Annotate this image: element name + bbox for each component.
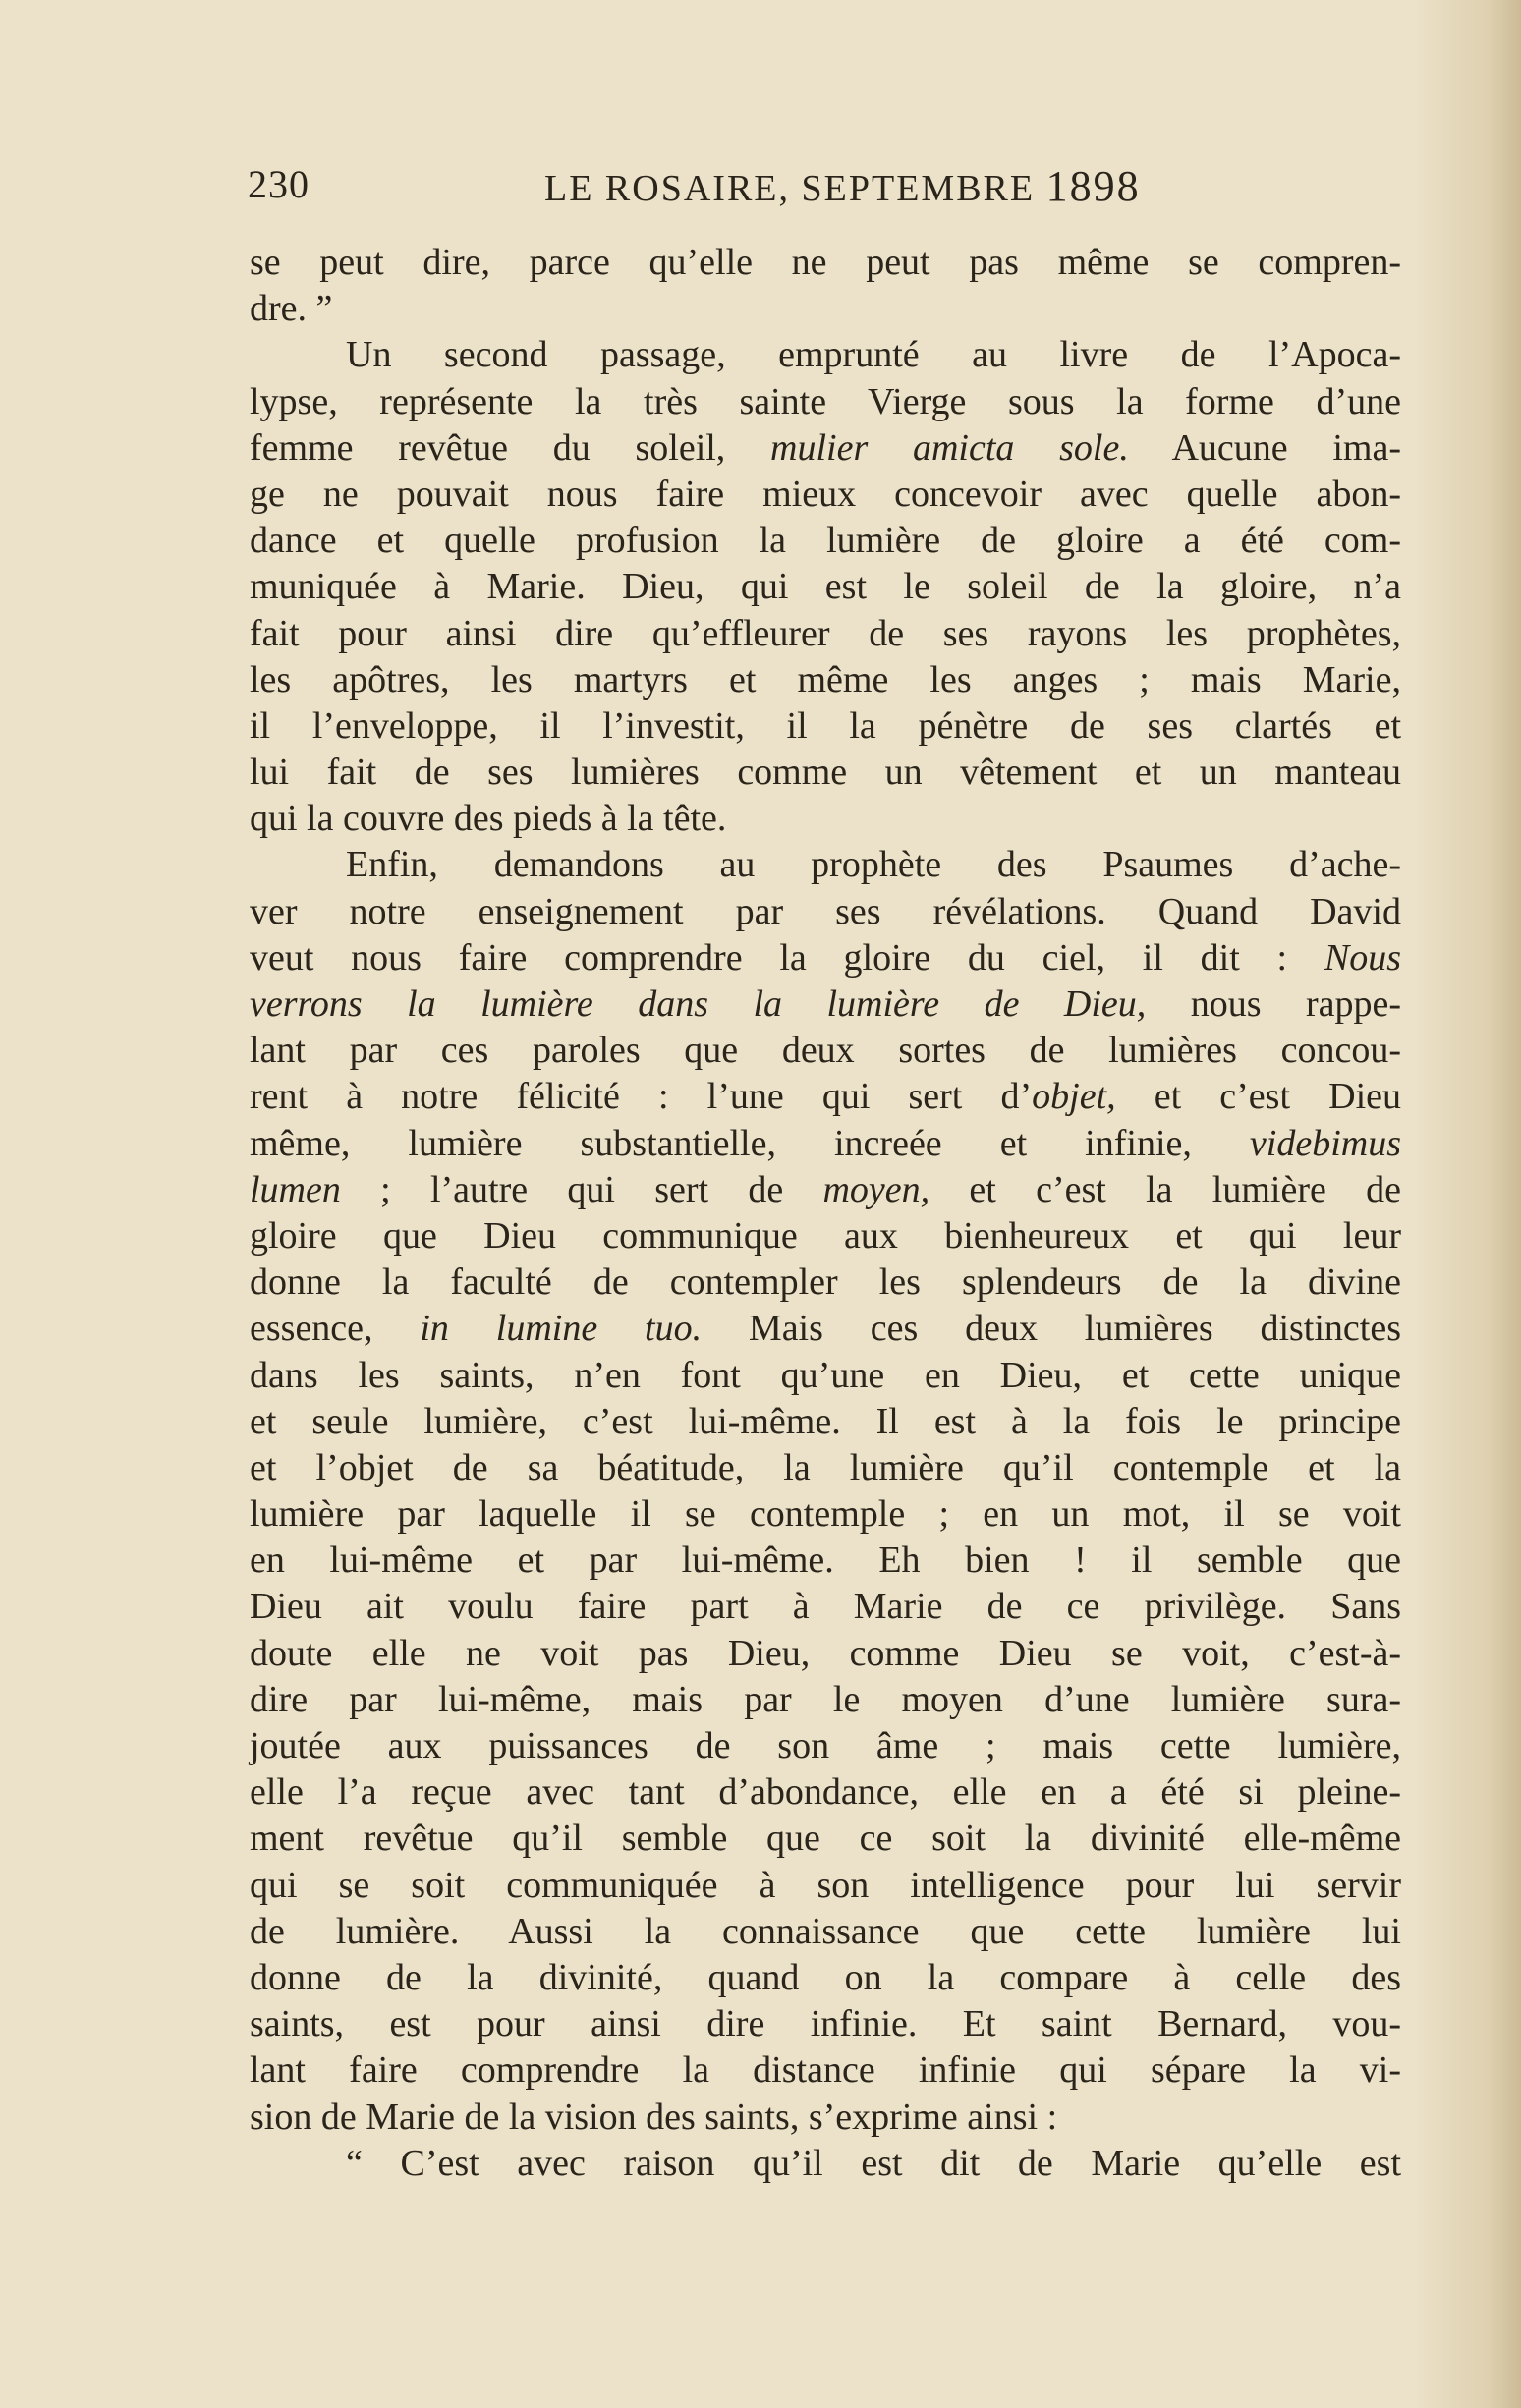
text-line: lumière par laquelle il se contemple ; en un mot, il se voit [250, 1493, 1401, 1536]
text-line [250, 425, 1401, 472]
page-number: 230 [248, 162, 310, 206]
text-line: en lui-même et par lui-même. Eh bien ! il semble que [250, 1540, 1401, 1582]
text-line: donne de la divinité, quand on la compare à celle des [250, 1956, 1401, 1998]
text-line: lypse, représente la très sainte Vierge sous la forme d’une [250, 380, 1401, 422]
paragraph-start-line: Un second passage, emprunté au livre de l’Apoca- [346, 334, 1401, 376]
text-line: muniquée à Marie. Dieu, qui est le soleil de la gloire, n’a [250, 566, 1401, 608]
text-line: saints, est pour ainsi dire infinie. Et saint Bernard, vou- [250, 2003, 1401, 2045]
text-line: ment revêtue qu’il semble que ce soit la divinité elle-même [250, 1818, 1401, 1860]
line-segment: Mais ces deux lumières distinctes [702, 1308, 1401, 1350]
latin-quote: Nous [1324, 936, 1401, 979]
text-line: qui la couvre des pieds à la tête. [250, 798, 727, 840]
line-segment: rent à notre félicité : l’une qui sert d’ [250, 1076, 1033, 1118]
paragraph-start-line: “ C’est avec raison qu’il est dit de Marie qu’elle est [346, 2142, 1401, 2184]
line-segment: essence, [250, 1308, 421, 1350]
body-text [250, 240, 1401, 2187]
text-line [250, 1121, 1401, 1167]
text-line: dance et quelle profusion la lumière de gloire a été com- [250, 520, 1401, 562]
italic-term: objet, [1032, 1076, 1116, 1118]
text-line [250, 1167, 1401, 1213]
text-line [250, 981, 1401, 1028]
line-segment: même, lumière substantielle, increée et infinie, [250, 1122, 1250, 1164]
paragraph-start-line: Enfin, demandons au prophète des Psaumes d’ache- [346, 844, 1401, 886]
line-segment: femme revêtue du soleil, [250, 426, 771, 469]
text-line: les apôtres, les martyrs et même les anges ; mais Marie, [250, 658, 1401, 700]
text-line: elle l’a reçue avec tant d’abondance, elle en a été si pleine- [250, 1771, 1401, 1814]
text-line: et seule lumière, c’est lui-même. Il est à la fois le principe [250, 1400, 1401, 1442]
text-line: fait pour ainsi dire qu’effleurer de ses rayons les prophètes, [250, 612, 1401, 654]
latin-quote: in lumine tuo. [420, 1308, 703, 1350]
running-header [248, 161, 1407, 210]
text-line: lui fait de ses lumières comme un vêtement et un manteau [250, 752, 1401, 794]
running-title-text: LE ROSAIRE, SEPTEMBRE [544, 168, 1036, 209]
text-line: dre. ” [250, 288, 333, 330]
line-segment: et c’est la lumière de [930, 1168, 1401, 1210]
text-line [250, 935, 1401, 981]
text-line: lant par ces paroles que deux sortes de lumières concou- [250, 1030, 1401, 1072]
line-segment: et c’est Dieu [1115, 1076, 1401, 1118]
text-line: sion de Marie de la vision des saints, s’exprime ainsi : [250, 2096, 1058, 2138]
text-line: de lumière. Aussi la connaissance que cette lumière lui [250, 1910, 1401, 1952]
text-line: Dieu ait voulu faire part à Marie de ce privilège. Sans [250, 1586, 1401, 1628]
line-segment: Aucune ima- [1128, 426, 1401, 469]
text-line: doute elle ne voit pas Dieu, comme Dieu se voit, c’est-à- [250, 1632, 1401, 1674]
latin-quote: lumen [250, 1168, 341, 1210]
text-line: donne la faculté de contempler les splendeurs de la divine [250, 1261, 1401, 1304]
text-line: et l’objet de sa béatitude, la lumière qu’il contemple et la [250, 1446, 1401, 1488]
line-segment: veut nous faire comprendre la gloire du ciel, il dit : [250, 936, 1324, 979]
text-line [250, 1306, 1401, 1352]
line-segment: ; l’autre qui sert de [340, 1168, 823, 1210]
italic-term: moyen, [822, 1168, 930, 1210]
line-segment: nous rappe- [1146, 983, 1401, 1025]
text-line: dire par lui-même, mais par le moyen d’une lumière sura- [250, 1678, 1401, 1720]
text-line: qui se soit communiquée à son intelligence pour lui servir [250, 1864, 1401, 1906]
text-line: gloire que Dieu communique aux bienheureux et qui leur [250, 1214, 1401, 1257]
running-title-year: 1898 [1045, 162, 1141, 210]
text-line: joutée aux puissances de son âme ; mais cette lumière, [250, 1725, 1401, 1766]
page-edge-shadow [1413, 0, 1521, 2408]
text-line: ver notre enseignement par ses révélations. Quand David [250, 890, 1401, 932]
text-line: lant faire comprendre la distance infinie qui sépare la vi- [250, 2049, 1401, 2092]
text-line: il l’enveloppe, il l’investit, il la pénètre de ses clartés et [250, 704, 1401, 747]
running-title [544, 161, 1141, 211]
text-line: ge ne pouvait nous faire mieux concevoir avec quelle abon- [250, 473, 1401, 515]
latin-quote: mulier amicta sole. [770, 426, 1129, 469]
latin-quote: videbimus [1249, 1122, 1401, 1164]
text-line: dans les saints, n’en font qu’une en Dieu, et cette unique [250, 1354, 1401, 1396]
italic-quote: verrons la lumière dans la lumière de Dieu, [250, 983, 1147, 1025]
text-line [250, 1074, 1401, 1120]
text-line: se peut dire, parce qu’elle ne peut pas même se compren- [250, 242, 1401, 283]
